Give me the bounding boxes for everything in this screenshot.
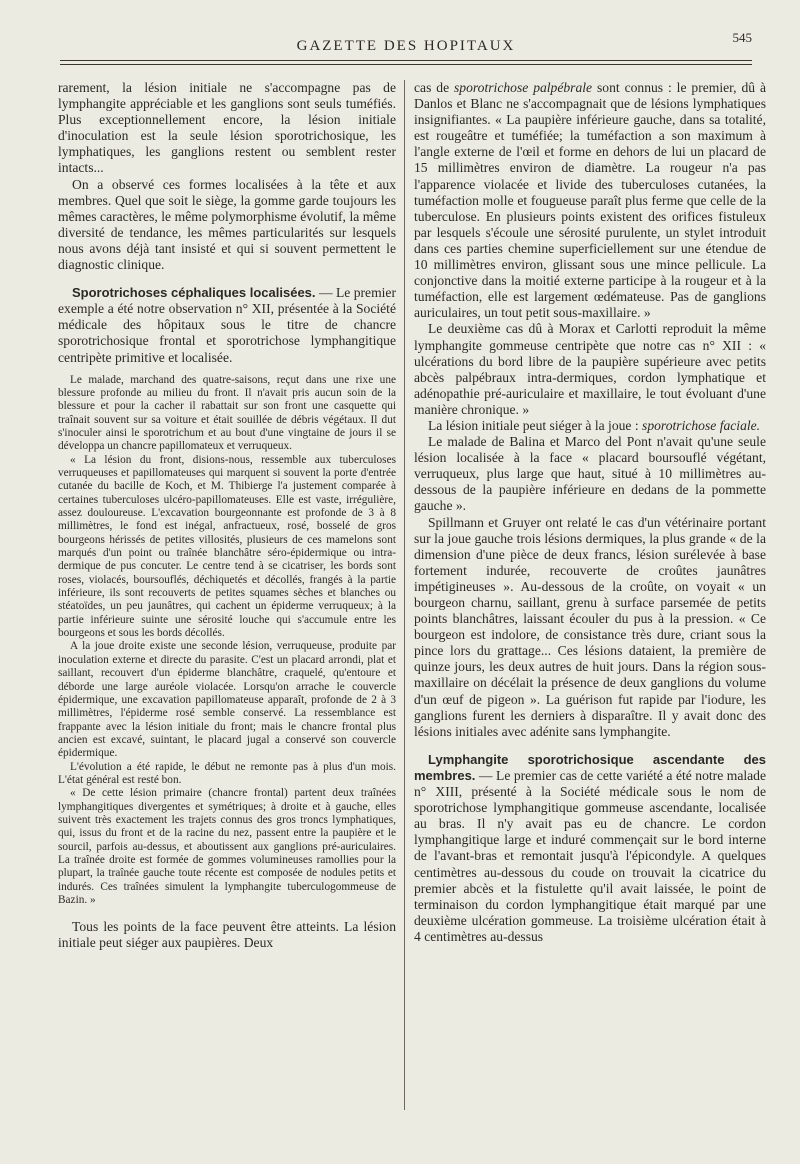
paragraph: rarement, la lésion initiale ne s'accompagne pas de lymphangite appréciable et les ganglions sont seuls tuméfiés. Plus exceptionnellement encore, la lésion initiale d'inoculation est la seule lésion sporotrichosique, les lymphatiques, les ganglions restent ou semblent rester intacts... [58, 80, 396, 176]
quoted-paragraph: L'évolution a été rapide, le début ne remonte pas à plus d'un mois. L'état général est resté bon. [58, 760, 396, 786]
page-header [60, 28, 752, 68]
italic-term: sporotrichose palpébrale [454, 80, 593, 95]
paragraph-text: La lésion initiale peut siéger à la joue : [428, 417, 643, 433]
paragraph-text: cas de [414, 80, 455, 95]
header-rule-thin [60, 64, 752, 65]
header-rule [60, 60, 752, 61]
paragraph-text: — Le premier exemple a été notre observation n° XII, présentée à la Société médicale des hôpitaux sous le titre de chancre sporotrichosique frontal et sporotrichose lymphangitique centripète primitive et localisée. [58, 285, 396, 365]
paragraph-text: sont connus : le premier, dû à Danlos et Blanc ne s'accompagnait que de lésions lymphatiques insignifiantes. « La paupière inférieure gauche, dans sa totalité, est rougeâtre et tuméfiée; la tuméfaction a son maximum à l'angle externe de l'œil et forme en dehors de lui un placard de 15 millimètres environ de diamètre. La rougeur n'a pas l'apparence violacée et livide des tuberculoses cutanées, la tuméfaction molle et fougueuse paraît plus ferme que celle de la tuberculose. En plusieurs points existent des orifices fistuleux par lesquels s'écoule une sérosité purulente, un stylet introduit dans ces parties chemine superficiellement sur une étendue de 10 millimètres environ, glissant sous une mince pellicule. La conjonctive dans la moitié externe participe à la rougeur et à la tuméfaction, elle est largement œdémateuse. Pas de ganglions auriculaires, un tout petit sous-maxillaire. » [414, 80, 766, 321]
quoted-paragraph: Le malade, marchand des quatre-saisons, reçut dans une rixe une blessure profonde au milieu du front. Il n'avait pris aucun soin de la blessure et pour la cacher il rabattait sur son front une casquette qui traînait souvent sur sa voiture et était souillée de débris végétaux. Il dut s'inoculer ainsi le sporotrichum et au bout d'une vingtaine de jours il se développa un chancre papillomateux et verruqueux. [58, 373, 396, 453]
spacer [58, 366, 396, 374]
left-column [58, 80, 396, 1148]
column-divider [404, 80, 405, 1110]
paragraph: Le deuxième cas dû à Morax et Carlotti reproduit la même lymphangite gommeuse centripète que notre cas n° XII : « ulcérations du bord libre de la paupière supérieure avec petits abcès palpébraux intra-dermiques, cordon lymphatique et adénopathie pré-auriculaire et maxillaire, le tout évoluant d'une manière chronique. » [414, 321, 766, 417]
paragraph-text: — Le premier cas de cette variété a été notre malade n° XIII, présenté à la Société médicale sous le nom de sporotrichose lymphangitique gommeuse ascendante, localisée au bras. Il n'y avait pas eu de chancre. Le cordon lymphangitique large et induré commençait sur le bord interne de l'avant-bras et remontait jusqu'à l'épicondyle. A quelques centimètres au-dessous du coude on trouvait la cicatrice du premier abcès et la fistulette qu'il avait laissée, le point de terminaison du cordon lymphangitique était marqué par une deuxième ulcération gommeuse. La troisième ulcération était à 4 centimètres au-dessus [414, 767, 766, 944]
quoted-paragraph: « De cette lésion primaire (chancre frontal) partent deux traînées lymphangitiques divergentes et symétriques; à droite et à gauche, elles suivent très exactement les trajets connus des gros troncs lymphatiques, qui, issus du front et de la racine du nez, passent entre la paupière et le sourcil, parfois au-dessus, et aboutissent aux ganglions pré-auriculaires. La traînée droite est formée de gommes volumineuses ramollies pour la plupart, la traînée gauche toute récente est composée de nodules petits et indurés. Ces traînées simulent la lymphangite tuberculogommeuse de Bazin. » [58, 787, 396, 906]
paragraph [414, 80, 766, 321]
paragraph: On a observé ces formes localisées à la tête et aux membres. Quel que soit le siège, la gomme garde toujours les mêmes caractères, le même polymorphisme évolutif, la même diversité de tendance, les mêmes particularités sur lesquels nous avons déjà tant insisté et qui si souvent permettent le diagnostic clinique. [58, 176, 396, 273]
paragraph: Tous les points de la face peuvent être atteints. La lésion initiale peut siéger aux paupières. Deux [58, 919, 396, 951]
quoted-paragraph: « La lésion du front, disions-nous, ressemble aux tuberculoses verruqueuses et papillomateuses qui marquent si souvent la porte d'entrée cutanée du bacille de Koch, et M. Thibierge l'a justement comparée à certaines tuberculoses ulcéro-papillomateuses. Elle est vaste, irrégulière, assez douloureuse. L'excavation bourgeonnante est profonde de 3 à 8 millimètres, le fond est inégal, anfractueux, rosé, bosselé de gros bourgeons hérissés de petites villosités, plusieurs de ces mamelons sont marqués d'un point ou traînée blanchâtre séro-épidermique ou intra-dermique de pus concuter. Le centre tend à se cicatriser, les bords sont roses, violacés, boursouflés, déchiquetés et décollés, frangés à la partie inférieure, ils sont recouverts de petites squames sèches et blanches ou stéatoïdes, un peu jaunâtres, qui cachent un épiderme verruqueux; à la partie inférieure suinte une sérosité louche qui s'accumule entre les bourgeons et sous les bords décollés. [58, 453, 396, 640]
spacer [414, 740, 766, 752]
spacer [58, 907, 396, 919]
page-number: 545 [732, 30, 752, 45]
paragraph-with-heading [58, 285, 396, 365]
running-title: GAZETTE DES HOPITAUX [296, 38, 516, 54]
paragraph: Le malade de Balina et Marco del Pont n'avait qu'une seule lésion localisée à la face « placard boursouflé végétant, verruqueux, plus large que haut, situé à 10 millimètres au-dessous de la paupière inférieure en dedans de la pommette gauche ». [414, 434, 766, 514]
quoted-paragraph: A la joue droite existe une seconde lésion, verruqueuse, produite par inoculation externe et directe du parasite. C'est un placard arrondi, plat et saillant, recouvert d'un épiderme blanchâtre, craquelé, qu'entoure et déborde une large auréole violacée. Lorsqu'on arrache le couvercle épidermique, une excavation papillomateuse apparaît, profonde de 2 à 3 millimètres, l'épiderme rosé semble conservé. La ressemblance est frappante avec la lésion initiale du front; mais le chancre frontal plus ancien est excavé, suintant, le placard jugal a conservé son couvercle épidermique. [58, 640, 396, 760]
section-heading: Sporotrichoses céphaliques localisées. [72, 285, 316, 301]
right-column [414, 80, 766, 1148]
italic-term: sporotrichose faciale. [642, 417, 761, 433]
paragraph [414, 418, 766, 434]
spacer [58, 273, 396, 285]
section-heading: Lymphangite sporotrichosique ascendante des membres. [414, 751, 766, 783]
paragraph: Spillmann et Gruyer ont relaté le cas d'un vétérinaire portant sur la joue gauche trois lésions dermiques, la plus grande « de la dimension d'une pièce de deux francs, lésion surélevée à base fortement indurée, recouverte de croûtes jaunâtres impétigineuses ». Au-dessous de la croûte, on voyait « un bourgeon charnu, saillant, grenu à surface parsemée de petits points blanchâtres, laissant écouler du pus à la pression. « Ce bourgeon est indolore, de consistance très dure, criant sous la pince lors du grattage... Ces lésions dataient, la première de quinze jours, les deux autres de huit jours. Dans la région sous-maxillaire on décélait la présence de deux ganglions du volume d'un œuf de pigeon ». La guérison fut rapide par l'iodure, les ganglions furent les derniers à disparaître. Il y avait donc des lésions initiales avec adénite sans lymphangite. [414, 514, 766, 739]
paragraph-with-heading [414, 752, 766, 945]
